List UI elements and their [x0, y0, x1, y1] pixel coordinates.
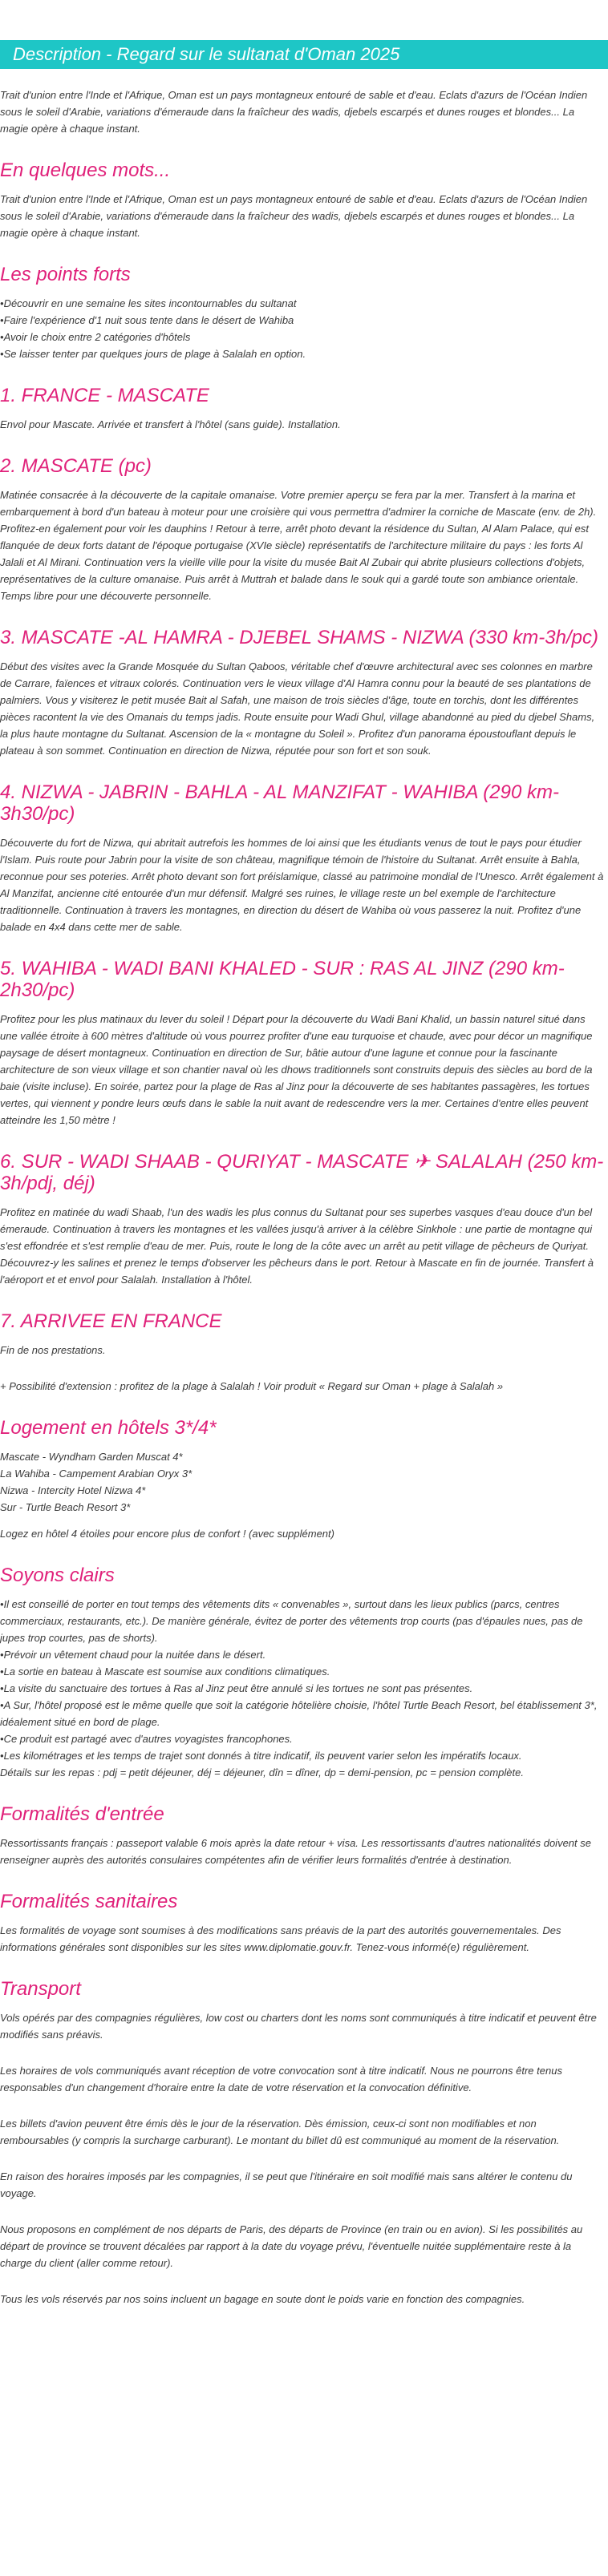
day-4-title: 4. NIZWA - JABRIN - BAHLA - AL MANZIFAT - WAHIBA (290 km-3h30/pc) — [0, 781, 559, 825]
hotels-note: Logez en hôtel 4 étoiles pour encore plus de confort ! (avec supplément) — [0, 1528, 334, 1540]
know-item: • A Sur, l'hôtel proposé est le même quelle que soit la catégorie hôtelière choisie, l'hôtel Turtle Beach Resort, bel établissement 3*, idéalement situé en bord de plage. — [0, 1697, 605, 1730]
know-item: • Il est conseillé de porter en tout temps des vêtements dits « convenables », surtout dans les lieux publics (parcs, centres commerciaux, restaurants, etc.). De manière générale, évitez de porter des vêtements trop courts (pas d'épaules nues, pas de jupes trop courtes, pas de shorts). — [0, 1596, 605, 1646]
health-text: Les formalités de voyage sont soumises à des modifications sans préavis de la part des autorités gouvernementales. Des informations générales sont disponibles sur les sites www.diplomatie.gouv.fr. Tenez-vous informé(e) régulièrement. — [0, 1924, 561, 1953]
hotel-line: Mascate - Wyndham Garden Muscat 4* — [0, 1451, 183, 1463]
day-1-title: 1. FRANCE - MASCATE — [0, 385, 209, 406]
in-words-title: En quelques mots... — [0, 159, 171, 181]
transport-paragraph: Tous les vols réservés par nos soins incluent un bagage en soute dont le poids varie en fonction des compagnies. — [0, 2293, 525, 2305]
day-7-title: 7. ARRIVEE EN FRANCE — [0, 1310, 222, 1332]
highlights-title: Les points forts — [0, 264, 131, 285]
know-list — [0, 1596, 605, 1764]
know-item: • Les kilométrages et les temps de trajet sont donnés à titre indicatif, ils peuvent varier selon les impératifs locaux. — [0, 1747, 605, 1764]
spacer — [0, 1368, 605, 1378]
day-2-text: Matinée consacrée à la découverte de la capitale omanaise. Votre premier aperçu se fera par la mer. Transfert à la marina et embarquement à bord d'un bateau à moteur pour une croisière qui vous permettra d'admirer la corniche de Mascate (env. de 2h). Profitez-en également pour voir les dauphins ! Retour à terre, arrêt photo devant la résidence du Sultan, Al Alam Palace, qui est flanquée de deux forts datant de l'époque portugaise (XVIe siècle) représentatifs de l'architecture militaire du pays : les forts Al Jalali et Al Mirani. Continuation vers la vieille ville pour la visite du musée Bait Al Zubair qui abrite plusieurs collections d'objets, représentatives de la culture omanaise. Puis arrêt à Muttrah et balade dans le souk qui a gardé toute son ambiance orientale. Temps libre pour une découverte personnelle. — [0, 489, 597, 602]
day-3-title: 3. MASCATE -AL HAMRA - DJEBEL SHAMS - NIZWA (330 km-3h/pc) — [0, 627, 598, 648]
spacer — [0, 1516, 605, 1525]
hotel-line: La Wahiba - Campement Arabian Oryx 3* — [0, 1468, 193, 1480]
day-5-title: 5. WAHIBA - WADI BANI KHALED - SUR : RAS AL JINZ (290 km-2h30/pc) — [0, 958, 565, 1001]
know-item: • Ce produit est partagé avec d'autres voyagistes francophones. — [0, 1730, 605, 1747]
entry-title: Formalités d'entrée — [0, 1803, 164, 1825]
know-title: Soyons clairs — [0, 1565, 115, 1586]
in-words-text: Trait d'union entre l'Inde et l'Afrique, Oman est un pays montagneux entouré de sable et d'eau. Eclats d'azurs de l'Océan Indien sous le soleil d'Arabie, variations d'émeraude dans la fraîcheur des wadis, djebels escarpés et dunes rouges et blondes... La magie opère à chaque instant. — [0, 193, 588, 239]
highlight-item: • Faire l'expérience d'1 nuit sous tente dans le désert de Wahiba — [0, 312, 605, 329]
spacer — [0, 2053, 605, 2062]
transport-paragraph: Les billets d'avion peuvent être émis dès le jour de la réservation. Dès émission, ceux-ci sont non modifiables et non remboursables (y compris la surcharge carburant). Le montant du billet dû est communiqué au moment de la réservation. — [0, 2118, 560, 2146]
transport-paragraph: Vols opérés par des compagnies régulières, low cost ou charters dont les noms sont communiqués à titre indicatif et peuvent être modifiés sans préavis. — [0, 2012, 597, 2041]
spacer — [0, 2106, 605, 2115]
transport-title: Transport — [0, 1978, 81, 2000]
day-5-text: Profitez pour les plus matinaux du lever du soleil ! Départ pour la découverte du Wadi Bani Khalid, un bassin naturel situé dans une vallée étroite à 600 mètres d'altitude où vous pourrez profiter d'une eau turquoise et chaude, avec pour décor un magnifique paysage de désert montagneux. Continuation en direction de Sur, bâtie autour d'une lagune et connue pour la fascinante architecture de son vieux village et son chantier naval où les dhows traditionnels sont construits depuis des siècles au bord de la baie (visite incluse). En soirée, partez pour la plage de Ras al Jinz pour la découverte de ses habitantes passagères, les tortues vertes, qui viennent y pondre leurs œufs dans le sable la nuit avant de redescendre vers la mer. Certaines d'entre elles peuvent atteindre les 1,50 mètre ! — [0, 1013, 593, 1126]
day-4-text: Découverte du fort de Nizwa, qui abritait autrefois les hommes de loi ainsi que les étudiants venus de tout le pays pour étudier l'Islam. Puis route pour Jabrin pour la visite de son château, magnifique témoin de l'histoire du Sultanat. Arrêt ensuite à Bahla, reconnue pour ses poteries. Arrêt photo devant son fort préislamique, classé au patrimoine mondial de l'Unesco. Arrêt également à Al Manzifat, ancienne cité entourée d'un mur défensif. Malgré ses ruines, le village reste un bel exemple de l'architecture traditionnelle. Continuation à travers les montagnes, en direction du désert de Wahiba où vous passerez la nuit. Profitez d'une balade en 4x4 dans cette mer de sable. — [0, 837, 604, 933]
content — [0, 87, 608, 2307]
highlight-item: • Se laisser tenter par quelques jours de plage à Salalah en option. — [0, 345, 605, 362]
day-6-text: Profitez en matinée du wadi Shaab, l'un des wadis les plus connus du Sultanat pour ses superbes vasques d'eau douce d'un bel émeraude. Continuation à travers les montagnes et les vallées jusqu'à arriver à la célèbre Sinkhole : une partie de montagne qui s'est effondrée et s'est remplie d'eau de mer. Puis, route le long de la côte avec un arrêt au petit village de pêcheurs de Quriyat. Découvrez-y les salines et prenez le temps d'observer les pêcheurs dans le port. Retour à Mascate en fin de journée. Transfert à l'aéroport et et envol pour Salalah. Installation à l'hôtel. — [0, 1206, 594, 1286]
hotels-title: Logement en hôtels 3*/4* — [0, 1417, 217, 1439]
spacer — [0, 2158, 605, 2168]
day-7-text: Fin de nos prestations. — [0, 1344, 106, 1356]
highlights-list — [0, 295, 605, 362]
entry-text: Ressortissants français : passeport valable 6 mois après la date retour + visa. Les ressortissants d'autres nationalités doivent se renseigner auprès des autorités consulaires compétentes afin de vérifier leurs formalités d'entrée à destination. — [0, 1837, 591, 1866]
day-1-text: Envol pour Mascate. Arrivée et transfert à l'hôtel (sans guide). Installation. — [0, 418, 341, 430]
highlight-item: • Découvrir en une semaine les sites incontournables du sultanat — [0, 295, 605, 312]
spacer — [0, 2211, 605, 2221]
day-2-title: 2. MASCATE (pc) — [0, 455, 152, 477]
transport-paragraph: Les horaires de vols communiqués avant réception de votre convocation sont à titre indicatif. Nous ne pourrons être tenus responsables d'un changement d'horaire entre la date de votre réservation et la convocation définitive. — [0, 2065, 562, 2094]
highlight-item: • Avoir le choix entre 2 catégories d'hôtels — [0, 329, 605, 345]
know-item: • La sortie en bateau à Mascate est soumise aux conditions climatiques. — [0, 1663, 605, 1680]
spacer — [0, 2281, 605, 2291]
description-banner: Description - Regard sur le sultanat d'Oman 2025 — [0, 40, 608, 69]
transport-paragraph: En raison des horaires imposés par les compagnies, il se peut que l'itinéraire en soit modifié mais sans altérer le contenu du voyage. — [0, 2170, 573, 2199]
transport-paragraph: Nous proposons en complément de nos départs de Paris, des départs de Province (en train ou en avion). Si les possibilités au départ de province se trouvent décalées par rapport à la date du voyage prévu, l'éventuelle nuitée supplémentaire reste à la charge du client (aller comme retour). — [0, 2223, 583, 2269]
health-title: Formalités sanitaires — [0, 1891, 178, 1912]
intro-text: Trait d'union entre l'Inde et l'Afrique, Oman est un pays montagneux entouré de sable et d'eau. Eclats d'azurs de l'Océan Indien sous le soleil d'Arabie, variations d'émeraude dans la fraîcheur des wadis, djebels escarpés et dunes rouges et blondes... La magie opère à chaque instant. — [0, 89, 588, 135]
know-item: • La visite du sanctuaire des tortues à Ras al Jinz peut être annulé si les tortues ne sont pas présentes. — [0, 1680, 605, 1697]
hotel-line: Nizwa - Intercity Hotel Nizwa 4* — [0, 1484, 146, 1496]
hotels-list — [0, 1448, 605, 1516]
extension-text: + Possibilité d'extension : profitez de la plage à Salalah ! Voir produit « Regard sur Oman + plage à Salalah » — [0, 1380, 504, 1392]
day-3-text: Début des visites avec la Grande Mosquée du Sultan Qaboos, véritable chef d'œuvre architectural avec ses colonnes en marbre de Carrare, faïences et vitraux colorés. Continuation vers le vieux village d'Al Hamra connu pour la beauté de ses plantations de palmiers. Vous y visiterez le petit musée Bait al Safah, une maison de trois siècles d'âge, toute en torchis, dont les différentes pièces racontent la vie des Omanais du temps jadis. Route ensuite pour Wadi Ghul, village abandonné au pied du djebel Shams, la plus haute montagne du Sultanat. Ascension de la « montagne du Soleil ». Profitez d'un panorama époustouflant depuis le plateau à son sommet. Continuation en direction de Nizwa, réputée pour son fort et son souk. — [0, 660, 595, 757]
meals-legend: Détails sur les repas : pdj = petit déjeuner, déj = déjeuner, dîn = dîner, dp = demi-pension, pc = pension complète. — [0, 1766, 524, 1779]
know-item: • Prévoir un vêtement chaud pour la nuitée dans le désert. — [0, 1646, 605, 1663]
day-6-title: 6. SUR - WADI SHAAB - QURIYAT - MASCATE ✈ SALALAH (250 km-3h/pdj, déj) — [0, 1151, 604, 1194]
hotel-line: Sur - Turtle Beach Resort 3* — [0, 1501, 131, 1513]
